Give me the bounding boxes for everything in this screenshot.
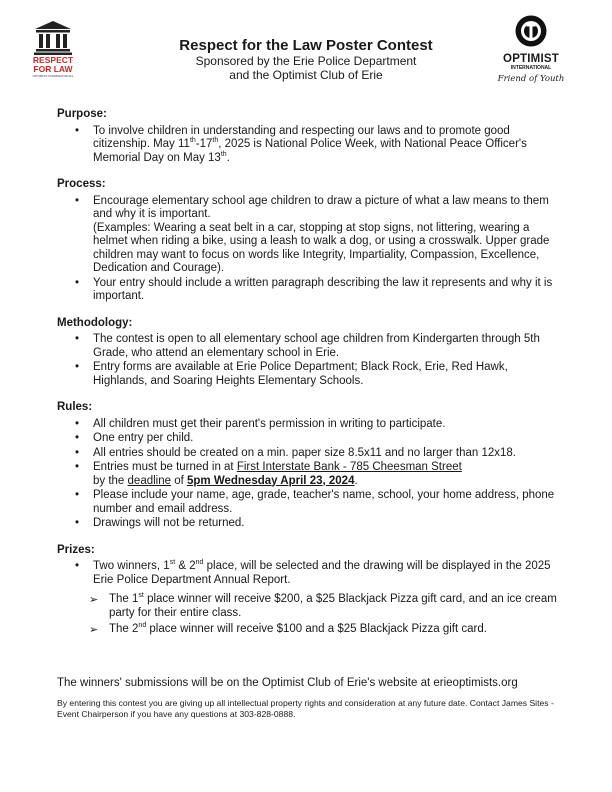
prize-details-list [57, 593, 557, 637]
prize-text: & 2 [175, 560, 196, 572]
list-item [57, 593, 557, 620]
list-item [57, 623, 557, 637]
superscript: st [138, 592, 144, 600]
rule-text: . [354, 474, 358, 487]
respect-logo-subtext: OPTIMIST INTERNATIONAL [32, 74, 74, 78]
deadline-word: deadline [127, 474, 172, 487]
methodology-list [57, 333, 557, 388]
process-text: Encourage elementary school age children to draw a picture of what a law means to them and why it is important. [93, 194, 549, 220]
rules-heading: Rules: [57, 401, 93, 413]
list-item [57, 361, 557, 388]
process-list [57, 195, 557, 304]
prizes-list [57, 560, 557, 637]
list-item [57, 418, 557, 432]
purpose-text: -17 [195, 138, 213, 150]
superscript: nd [138, 622, 147, 630]
methodology-heading: Methodology: [57, 316, 133, 329]
process-text: Your entry should include a written paragraph describing the law it represents and why it is important. [93, 276, 553, 302]
list-item [57, 447, 557, 461]
rule-text: All entries should be created on a min. paper size 8.5x11 and no larger than 12x18. [93, 446, 517, 459]
superscript: th [189, 137, 196, 145]
list-item [57, 125, 557, 166]
optimist-logo-international: INTERNATIONAL [510, 65, 552, 71]
disclaimer: By entering this contest you are giving up all intellectual property rights and consideration at any future date. Contact James Sites - Event Chairperson if you have any questions at 303-828-0888. [57, 698, 554, 719]
rule-text: All children must get their parent's permission in writing to participate. [93, 417, 446, 430]
list-item [57, 195, 557, 276]
rule-text: by the [93, 474, 128, 487]
superscript: th [212, 137, 219, 145]
purpose-text: , 2025 is National Police Week, with National Peace Officer's Memorial Day on May 13 [93, 138, 527, 164]
optimist-logo-name: OPTIMIST [503, 53, 559, 65]
methodology-text: The contest is open to all elementary school age children from Kindergarten through 5th Grade, who attend an elementary school in Erie. [93, 333, 540, 359]
drop-off-location: First Interstate Bank - 785 Cheesman Street [236, 461, 462, 473]
prize-text: place winner will receive $200, a $25 Blackjack Pizza gift card, and an ice cream party for their entire class. [109, 593, 557, 619]
list-item [57, 333, 557, 360]
rule-text: One entry per child. [93, 432, 194, 444]
methodology-text: Entry forms are available at Erie Police Department; Black Rock, Erie, Red Hawk, Highlands, and Soaring Heights Elementary Schools. [93, 361, 508, 387]
prize-text: place, will be selected and the drawing will be displayed in the 2025 Erie Police Department Annual Report. [93, 560, 551, 586]
page-header [140, 37, 472, 82]
sponsor-line-2: and the Optimist Club of Erie [229, 68, 383, 82]
purpose-text: To involve children in understanding and respecting our laws and to promote good citizenship. May 11 [93, 124, 510, 150]
process-examples: (Examples: Wearing a seat belt in a car, stopping at stop signs, not littering, wearing a helmet when riding a bike, using a leash to walk a dog, or using a crosswalk. Upper grade children may want to focus on words like Integrity, Impartiality, Compassion, Excellence, Dedication and Courage). [93, 221, 550, 274]
rule-text: of [171, 474, 187, 487]
rules-list [57, 418, 557, 531]
process-heading: Process: [57, 178, 106, 190]
superscript: nd [195, 559, 204, 567]
list-item [57, 489, 557, 516]
respect-logo-line2: FOR LAW [33, 63, 73, 74]
rule-text: Drawings will not be returned. [93, 517, 245, 529]
sponsor-line-1: Sponsored by the Erie Police Department [195, 54, 417, 68]
courthouse-icon [33, 20, 73, 56]
list-item [57, 277, 557, 304]
prize-text: place winner will receive $100 and a $25 Blackjack Pizza gift card. [146, 623, 487, 635]
respect-logo-line1: RESPECT [32, 55, 74, 65]
optimist-emblem-icon [514, 14, 548, 48]
list-item [57, 461, 557, 488]
purpose-heading: Purpose: [57, 108, 107, 120]
optimist-logo-tagline: Friend of Youth [497, 74, 565, 84]
list-item [57, 517, 557, 531]
prizes-heading: Prizes: [57, 543, 95, 556]
rule-text: Please include your name, age, grade, teacher's name, school, your home address, phone number and email address. [93, 489, 555, 515]
rule-text: Entries must be turned in at [93, 461, 237, 473]
purpose-text: . [226, 151, 230, 164]
list-item [57, 560, 557, 637]
superscript: th [220, 150, 227, 158]
superscript: st [169, 559, 176, 567]
page-title: Respect for the Law Poster Contest [179, 37, 433, 54]
prize-text: The 2 [109, 623, 139, 635]
purpose-list [57, 125, 557, 166]
winners-note: The winners' submissions will be on the Optimist Club of Erie's website at erieoptimists.org [57, 677, 518, 689]
prize-text: Two winners, 1 [93, 560, 170, 572]
deadline-date: 5pm Wednesday April 23, 2024 [187, 474, 355, 487]
respect-for-law-logo [28, 20, 78, 78]
list-item [57, 432, 557, 446]
main-content [57, 108, 557, 650]
optimist-logo [488, 14, 574, 84]
prize-text: The 1 [109, 593, 139, 605]
